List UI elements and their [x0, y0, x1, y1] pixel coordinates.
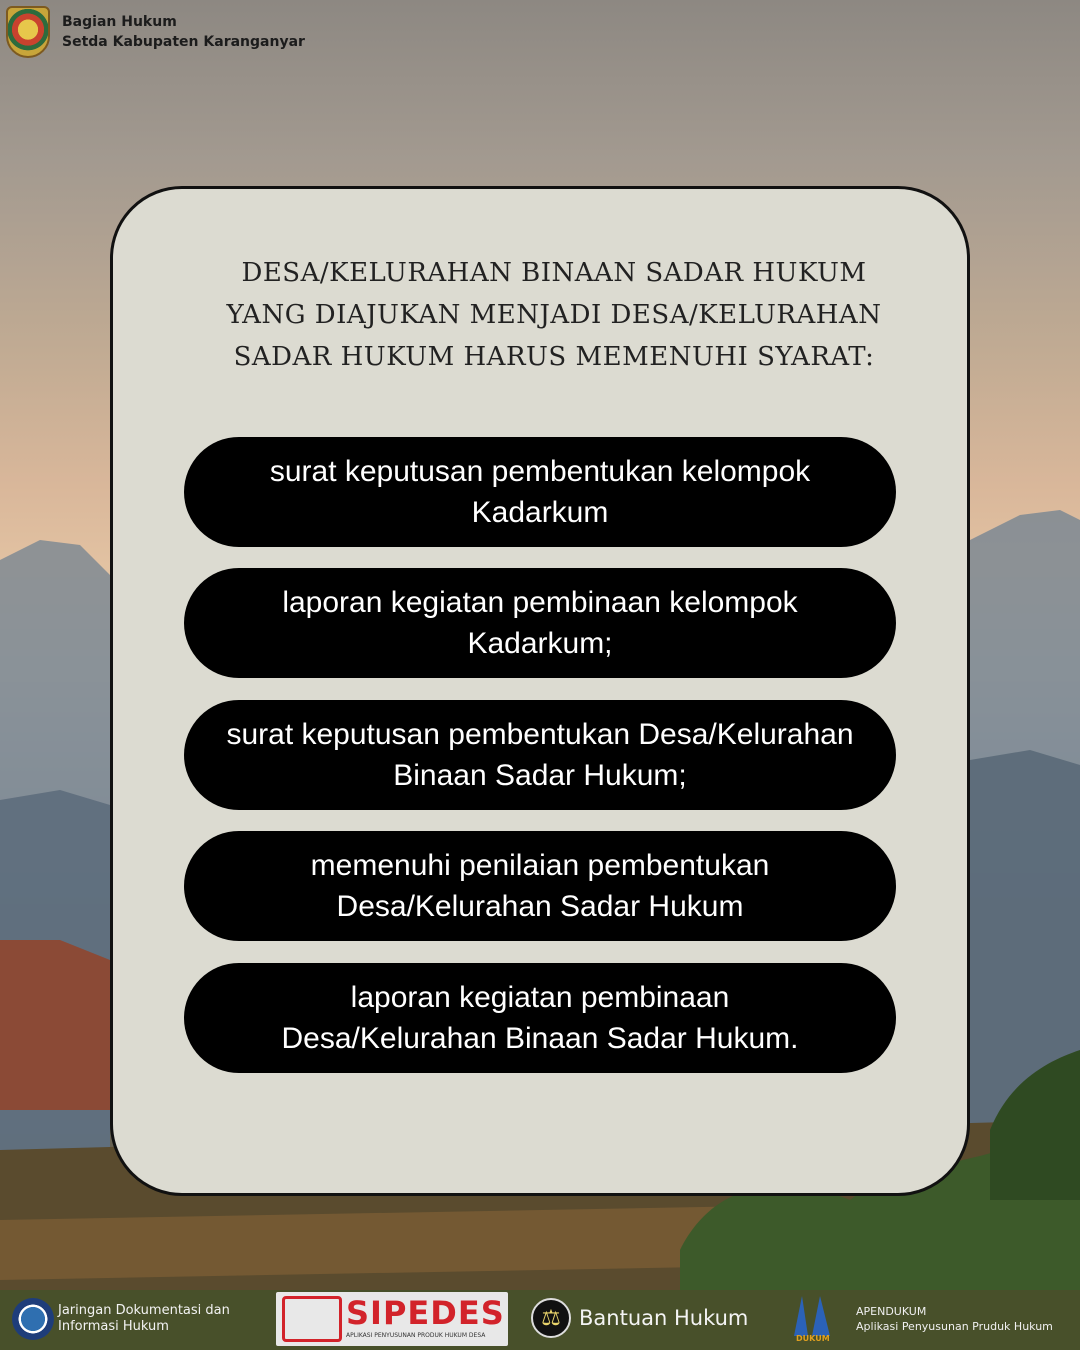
footer-bar	[0, 1290, 1080, 1350]
apendukum-logo-text: DUKUM	[796, 1334, 830, 1343]
requirement-4-line-1: memenuhi penilaian pembentukan	[310, 849, 770, 882]
requirement-item-2	[184, 568, 896, 678]
sipedes-name: SIPEDES	[346, 1294, 505, 1332]
bantuan-hukum-link[interactable]	[531, 1298, 748, 1338]
apendukum-line-1: APENDUKUM	[856, 1305, 927, 1318]
header	[6, 6, 305, 58]
apendukum-line-2: Aplikasi Penyusunan Pruduk Hukum	[856, 1320, 1053, 1333]
karanganyar-regency-emblem-icon	[6, 6, 50, 58]
requirement-item-4	[184, 831, 896, 941]
requirement-5-line-1: laporan kegiatan pembinaan	[350, 981, 730, 1014]
requirement-3-line-2: Binaan Sadar Hukum;	[393, 759, 687, 792]
requirement-3-line-1: surat keputusan pembentukan Desa/Kelurahan	[226, 718, 854, 751]
sipedes-subtitle: APLIKASI PENYUSUNAN PRODUK HUKUM DESA	[346, 1332, 486, 1339]
requirement-item-3	[184, 700, 896, 810]
sipedes-logo-icon	[282, 1296, 342, 1342]
jdih-label	[58, 1303, 230, 1335]
requirement-item-1	[184, 437, 896, 547]
organization-name	[62, 12, 305, 52]
org-line-2: Setda Kabupaten Karanganyar	[62, 34, 305, 50]
requirement-item-5	[184, 963, 896, 1073]
bantuan-hukum-label: Bantuan Hukum	[579, 1306, 749, 1330]
org-line-1: Bagian Hukum	[62, 14, 177, 30]
card-title-line-3: SADAR HUKUM HARUS MEMENUHI SYARAT:	[233, 342, 875, 372]
requirement-2-line-2: Kadarkum;	[467, 627, 613, 660]
card-title	[0, 252, 1080, 378]
apendukum-logo-icon	[786, 1292, 838, 1346]
requirement-4-line-2: Desa/Kelurahan Sadar Hukum	[336, 890, 744, 923]
sipedes-link[interactable]	[276, 1292, 508, 1346]
jdih-line-2: Informasi Hukum	[58, 1319, 169, 1334]
requirement-1-line-1: surat keputusan pembentukan kelompok	[269, 455, 811, 488]
requirement-5-line-2: Desa/Kelurahan Binaan Sadar Hukum.	[281, 1022, 799, 1055]
scales-of-justice-icon: ⚖	[531, 1298, 571, 1338]
jdih-line-1: Jaringan Dokumentasi dan	[58, 1303, 230, 1318]
apendukum-link[interactable]	[786, 1292, 1053, 1346]
jdih-seal-icon	[12, 1298, 54, 1340]
requirement-1-line-2: Kadarkum	[471, 496, 609, 529]
jdih-link[interactable]	[12, 1298, 230, 1340]
card-title-line-2: YANG DIAJUKAN MENJADI DESA/KELURAHAN	[226, 300, 882, 330]
card-title-line-1: DESA/KELURAHAN BINAAN SADAR HUKUM	[241, 258, 867, 288]
requirement-2-line-1: laporan kegiatan pembinaan kelompok	[282, 586, 798, 619]
apendukum-label	[856, 1304, 1053, 1334]
